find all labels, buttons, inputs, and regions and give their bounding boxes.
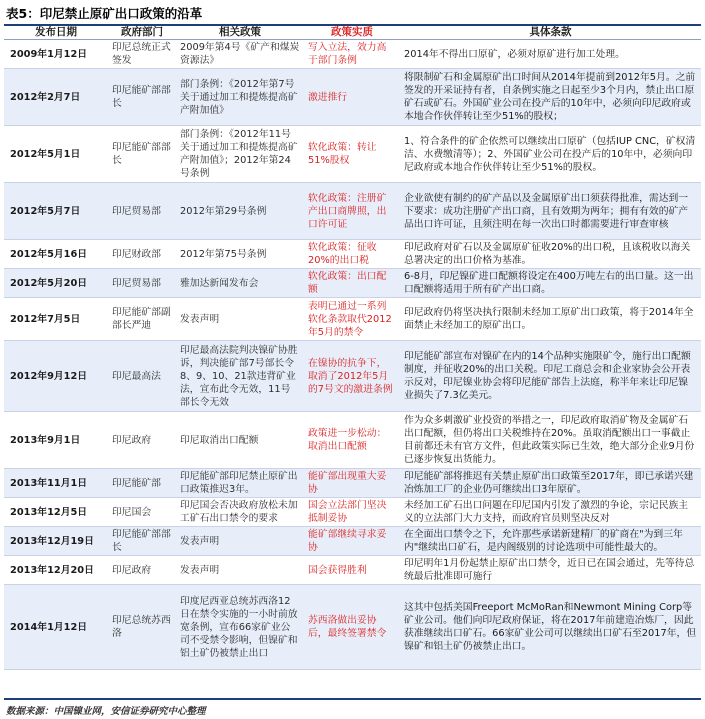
- cell-dept: 印尼国会: [108, 498, 176, 527]
- cell-detail: 印尼政府对矿石以及金属原矿征收20%的出口税，且该税收以海关总署决定的出口价格为基准。: [400, 240, 701, 269]
- cell-content: 激进推行: [304, 69, 400, 126]
- policy-table: [4, 26, 701, 670]
- cell-policy: 雅加达新闻发布会: [176, 269, 304, 298]
- cell-detail: 未经加工矿石出口问题在印尼国内引发了激烈的争论，宗记民族主义的立法部门大力支持，而政府官员则坚决反对: [400, 498, 701, 527]
- cell-content: 软化政策：征收20%的出口税: [304, 240, 400, 269]
- cell-content: 软化政策：出口配额: [304, 269, 400, 298]
- cell-date: 2012年9月12日: [4, 341, 108, 412]
- table-row: [4, 341, 701, 412]
- cell-content: 政策进一步松动：取消出口配额: [304, 412, 400, 469]
- cell-policy: 发表声明: [176, 527, 304, 556]
- cell-dept: 印尼政府: [108, 556, 176, 585]
- cell-dept: 印尼总统正式签发: [108, 40, 176, 69]
- cell-detail: 印尼明年1月份起禁止原矿出口禁令，近日已在国会通过，先等待总统最后批准即可施行: [400, 556, 701, 585]
- cell-detail: 2014年不得出口原矿，必须对原矿进行加工处理。: [400, 40, 701, 69]
- cell-detail: 1、符合条件的矿企依然可以继续出口原矿（包括IUP CNC，矿权清洁、水费缴清等）；2、外国矿业公司在投产后的10年中，必须向印尼政府或本地合作伙伴转让至少51%的股权。: [400, 126, 701, 183]
- cell-detail: 将限制矿石和金属原矿出口时间从2014年提前到2012年5月。之前签发的开采证持有者，自条例实施之日起至少3个月内，禁止出口原矿石或矿石。外国矿业公司在投产后的10年中，必须向印尼政府或本地合作伙伴转让至少51%的股权；: [400, 69, 701, 126]
- cell-detail: 作为众多刺激矿业投资的举措之一，印尼政府取消矿物及金属矿石出口配额，但仍将出口关税维持在20%。虽取消配额出口一事截止目前都还未有官方文件，但此政策实际已生效，绝大部分企业9月份已逐步恢复出货能力。: [400, 412, 701, 469]
- cell-content: 软化政策：注册矿产出口商牌照，出口许可证: [304, 183, 400, 240]
- cell-detail: 在全面出口禁令之下，允许那些承诺新建精厂的矿商在"为到三年内"继续出口矿石，是内阁级别的讨论选项中可能性最大的。: [400, 527, 701, 556]
- table-row: [4, 498, 701, 527]
- cell-content: 在镍协的抗争下，取消了2012年5月的7号文的激进条例: [304, 341, 400, 412]
- table-row: [4, 269, 701, 298]
- cell-dept: 印尼总统苏西洛: [108, 585, 176, 670]
- table-row: [4, 126, 701, 183]
- cell-dept: 印尼能矿部部长: [108, 527, 176, 556]
- cell-policy: 印尼能矿部印尼禁止原矿出口政策推迟3年。: [176, 469, 304, 498]
- cell-date: 2013年12月20日: [4, 556, 108, 585]
- cell-date: 2009年1月12日: [4, 40, 108, 69]
- cell-detail: 6-8月，印尼镍矿进口配额将设定在400万吨左右的出口量。这一出口配额将适用于所有矿产出口商。: [400, 269, 701, 298]
- cell-content: 能矿部继续寻求妥协: [304, 527, 400, 556]
- table-row: [4, 469, 701, 498]
- cell-dept: 印尼能矿部部长: [108, 69, 176, 126]
- cell-policy: 印度尼西亚总统苏西洛12日在禁令实施的一小时前放宽条例，宣布66家矿业公司不受禁令影响，但镍矿和铝土矿仍被禁止出口: [176, 585, 304, 670]
- cell-detail: 印尼政府仍将坚决执行限制未经加工原矿出口政策，将于2014年全面禁止未经加工的原矿出口。: [400, 298, 701, 341]
- cell-dept: 印尼能矿部: [108, 469, 176, 498]
- cell-policy: 发表声明: [176, 298, 304, 341]
- cell-content: 写入立法，效力高于部门条例: [304, 40, 400, 69]
- table-row: [4, 412, 701, 469]
- cell-policy: 印尼国会否决政府放松未加工矿石出口禁令的要求: [176, 498, 304, 527]
- cell-content: 表明已通过一系列软化条款取代2012年5月的禁令: [304, 298, 400, 341]
- cell-policy: 部门条例：《2012年11号关于通过加工和提炼提高矿产附加值》；2012年第24号条例: [176, 126, 304, 183]
- source-note: 数据来源：中国镍业网，安信证券研究中心整理: [6, 706, 206, 717]
- table-title: 表5：印尼禁止原矿出口政策的沿革: [6, 6, 203, 21]
- cell-policy: 2012年第75号条例: [176, 240, 304, 269]
- cell-dept: 印尼最高法: [108, 341, 176, 412]
- cell-dept: 印尼贸易部: [108, 269, 176, 298]
- cell-policy: 部门条例：《2012年第7号关于通过加工和提炼提高矿产附加值》: [176, 69, 304, 126]
- table-row: [4, 298, 701, 341]
- cell-date: 2012年5月7日: [4, 183, 108, 240]
- table-row: [4, 69, 701, 126]
- table-header-row: [4, 26, 701, 40]
- table-row: [4, 585, 701, 670]
- table-row: [4, 527, 701, 556]
- cell-date: 2013年11月1日: [4, 469, 108, 498]
- table-row: [4, 240, 701, 269]
- header-detail: 具体条款: [400, 26, 701, 40]
- header-content: 政策实质: [304, 26, 400, 40]
- cell-content: 国会获得胜利: [304, 556, 400, 585]
- table-row: [4, 40, 701, 69]
- cell-content: 国会立法部门坚决抵制妥协: [304, 498, 400, 527]
- table-row: [4, 183, 701, 240]
- cell-dept: 印尼财政部: [108, 240, 176, 269]
- cell-date: 2012年2月7日: [4, 69, 108, 126]
- cell-policy: 2009年第4号《矿产和煤炭资源法》: [176, 40, 304, 69]
- header-policy: 相关政策: [176, 26, 304, 40]
- cell-date: 2012年5月20日: [4, 269, 108, 298]
- cell-policy: 印尼最高法院判决镍矿协胜诉，判决能矿部7号部长令8、9、10、21款违背矿业法，宣布此令无效，11号部长令无效: [176, 341, 304, 412]
- cell-date: 2014年1月12日: [4, 585, 108, 670]
- cell-detail: 企业欲使有制约的矿产品以及金属原矿出口须获得批准，需达到一下要求：成功注册矿产出口商，且有效期为两年；拥有有效的矿产品出口许可证，且须注明在每一次出口时都需要进行审查审核: [400, 183, 701, 240]
- cell-date: 2012年7月5日: [4, 298, 108, 341]
- cell-date: 2012年5月16日: [4, 240, 108, 269]
- cell-content: 苏西洛做出妥协后，最终签署禁令: [304, 585, 400, 670]
- cell-date: 2013年9月1日: [4, 412, 108, 469]
- table-row: [4, 556, 701, 585]
- header-date: 发布日期: [4, 26, 108, 40]
- cell-dept: 印尼能矿部副部长严迪: [108, 298, 176, 341]
- table-bottom-divider: [4, 698, 701, 700]
- cell-date: 2012年5月1日: [4, 126, 108, 183]
- cell-dept: 印尼政府: [108, 412, 176, 469]
- cell-dept: 印尼贸易部: [108, 183, 176, 240]
- cell-policy: 印尼取消出口配额: [176, 412, 304, 469]
- cell-detail: 这其中包括美国Freeport McMoRan和Newmont Mining Corp等矿业公司。他们向印尼政府保证，将在2017年前建造冶炼厂，因此获准继续出口矿石。66家矿业公司可以继续出口矿石至2017年，但镍矿和铝土矿仍被禁止出口。: [400, 585, 701, 670]
- cell-policy: 2012年第29号条例: [176, 183, 304, 240]
- cell-detail: 印尼能矿部将推迟有关禁止原矿出口政策至2017年，即已承诺兴建冶炼加工厂的企业仍可继续出口3年原矿。: [400, 469, 701, 498]
- header-dept: 政府部门: [108, 26, 176, 40]
- cell-date: 2013年12月19日: [4, 527, 108, 556]
- cell-date: 2013年12月5日: [4, 498, 108, 527]
- cell-detail: 印尼能矿部宣布对镍矿在内的14个品种实施限矿令，施行出口配额制度，并征收20%的出口关税。印尼工商总会和企业家协会公开表示反对，印尼镍业协会将印尼能矿部告上法庭，称半年来让印尼镍业损失了7.3亿美元。: [400, 341, 701, 412]
- cell-dept: 印尼能矿部部长: [108, 126, 176, 183]
- cell-content: 能矿部出现重大妥协: [304, 469, 400, 498]
- cell-policy: 发表声明: [176, 556, 304, 585]
- cell-content: 软化政策：转让51%股权: [304, 126, 400, 183]
